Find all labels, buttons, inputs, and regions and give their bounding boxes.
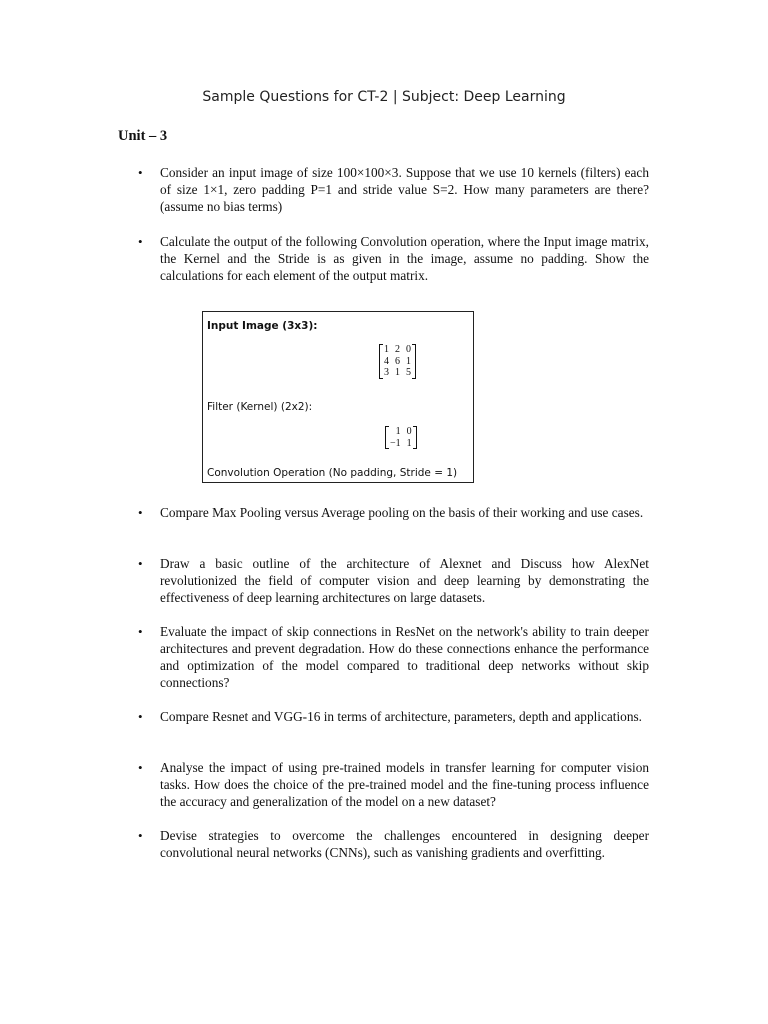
bullet: • <box>138 556 143 571</box>
left-bracket <box>379 344 383 379</box>
bullet: • <box>138 165 143 180</box>
bullet: • <box>138 505 143 520</box>
right-bracket <box>412 344 416 379</box>
matrix-cell: 1 <box>395 367 400 378</box>
matrix-cell: 3 <box>384 367 389 378</box>
input-image-label: Input Image (3x3): <box>207 320 318 332</box>
question-text: Analyse the impact of using pre-trained models in transfer learning for computer vision tasks. How does the choice of the pre-trained model and the fine-tuning process influence the accuracy and generalization of the model on a new dataset? <box>160 760 649 809</box>
unit-heading: Unit – 3 <box>118 128 168 144</box>
question-text: Compare Resnet and VGG-16 in terms of architecture, parameters, depth and applications. <box>160 709 642 724</box>
question-text: Calculate the output of the following Convolution operation, where the Input image matrix, the Kernel and the Stride is as given in the image, assume no padding. Show the calculations for each element of the output matrix. <box>160 234 649 283</box>
question-1 <box>138 164 649 215</box>
question-7 <box>138 759 649 810</box>
matrix-cell: 1 <box>384 344 389 355</box>
kernel-label: Filter (Kernel) (2x2): <box>207 401 313 413</box>
question-4 <box>138 555 649 606</box>
matrix-cell: 1 <box>406 355 411 367</box>
question-6 <box>138 708 649 725</box>
matrix-cell: 0 <box>406 344 411 355</box>
bullet: • <box>138 624 143 639</box>
question-2 <box>138 233 649 284</box>
bullet: • <box>138 760 143 775</box>
left-bracket <box>385 426 389 449</box>
question-8 <box>138 827 649 861</box>
question-text: Consider an input image of size 100×100×3. Suppose that we use 10 kernels (filters) each of size 1×1, zero padding P=1 and stride value S=2. How many parameters are there? (assume no bias terms) <box>160 165 649 214</box>
question-text: Devise strategies to overcome the challenges encountered in designing deeper convolutional neural networks (CNNs), such as vanishing gradients and overfitting. <box>160 828 649 860</box>
matrix-cell: 2 <box>395 344 400 355</box>
convolution-operation-label: Convolution Operation (No padding, Stride = 1) <box>207 467 458 479</box>
matrix-cell: 5 <box>406 367 411 378</box>
right-bracket <box>413 426 417 449</box>
question-3 <box>138 504 649 521</box>
matrix-cell: 0 <box>406 426 412 437</box>
matrix-cell: 1 <box>406 437 412 449</box>
question-text: Draw a basic outline of the architecture of Alexnet and Discuss how AlexNet revolutionized the field of computer vision and deep learning by demonstrating the effectiveness of deep learning architectures on large datasets. <box>160 556 649 605</box>
bullet: • <box>138 828 143 843</box>
matrix-cell: −1 <box>390 437 401 449</box>
input-matrix <box>381 344 414 379</box>
question-text: Compare Max Pooling versus Average pooling on the basis of their working and use cases. <box>160 505 644 520</box>
convolution-figure <box>202 311 474 483</box>
page-title: Sample Questions for CT-2 | Subject: Deep Learning <box>202 89 566 105</box>
bullet: • <box>138 234 143 249</box>
matrix-cell: 4 <box>384 355 389 367</box>
kernel-matrix <box>387 426 415 449</box>
matrix-cell: 1 <box>395 426 401 437</box>
bullet: • <box>138 709 143 724</box>
question-5 <box>138 623 649 691</box>
question-text: Evaluate the impact of skip connections in ResNet on the network's ability to train deeper architectures and prevent degradation. How do these connections enhance the performance and optimization of the model compared to traditional deep networks without skip connections? <box>160 624 649 690</box>
matrix-cell: 6 <box>395 355 400 367</box>
